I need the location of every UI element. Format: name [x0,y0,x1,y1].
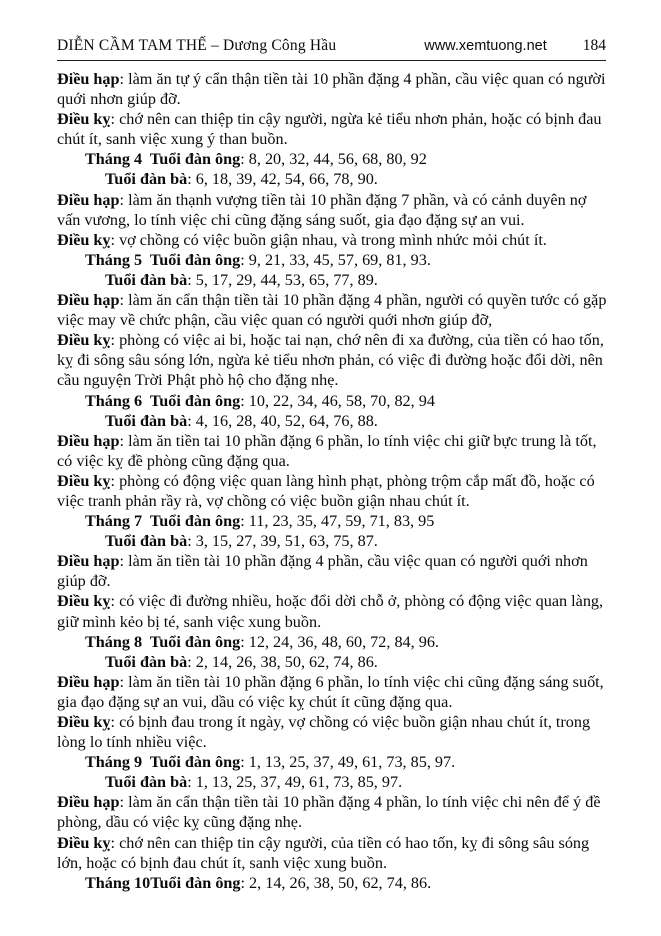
paragraph-label: Tuổi đàn bà [105,270,188,289]
paragraph-label: Điều hạp [57,672,120,691]
entry-paragraph: Điều kỵ: phòng có động việc quan làng hình phạt, phòng trộm cắp mất đồ, hoặc có việc tranh phản rầy rà, vợ chồng có việc buồn giận nhau chút ít. [57,471,595,510]
entry-paragraph: Điều kỵ: vợ chồng có việc buồn giận nhau, và trong mình nhức mỏi chút ít. [57,230,547,249]
paragraph-label: Điều kỵ [57,230,111,249]
month-age-heading: Tháng 6 Tuổi đàn ông: 10, 22, 34, 46, 58, 70, 82, 94 [85,391,435,410]
page-body [57,69,608,893]
paragraph-label: Tháng 8 Tuổi đàn ông [85,632,241,651]
paragraph-label: Điều hạp [57,291,120,310]
paragraph-label: Điều kỵ [57,592,111,611]
paragraph-label: Điều hạp [57,552,120,571]
female-age-line: Tuổi đàn bà: 6, 18, 39, 42, 54, 66, 78, 90. [105,170,378,189]
paragraph-label: Tháng 4 Tuổi đàn ông [85,150,241,169]
female-age-line: Tuổi đàn bà: 5, 17, 29, 44, 53, 65, 77, 89. [105,270,378,289]
paragraph-label: Điều kỵ [57,833,111,852]
paragraph-label: Điều hạp [57,190,120,209]
entry-paragraph: Điều hạp: làm ăn tự ý cẩn thận tiền tài 10 phần đặng 4 phần, cầu việc quan có người quới nhơn giúp đỡ. [57,70,606,109]
paragraph-label: Điều hạp [57,793,120,812]
paragraph-label: Điều kỵ [57,331,111,350]
paragraph-label: Điều hạp [57,70,120,88]
entry-paragraph: Điều hạp: làm ăn thạnh vượng tiền tài 10 phần đặng 7 phần, và có cảnh duyên nợ vấn vương, lo tính việc chi cũng đặng sáng suốt, gia đạo đặng sự an vui. [57,190,587,229]
month-age-heading: Tháng 5 Tuổi đàn ông: 9, 21, 33, 45, 57, 69, 81, 93. [85,250,431,269]
website-url: www.xemtuong.net [424,38,547,54]
paragraph-label: Tháng 9 Tuổi đàn ông [85,753,241,772]
entry-paragraph: Điều hạp: làm ăn tiền tài 10 phần đặng 6 phần, lo tính việc chi cũng đặng sáng suốt, gia đạo đặng sự an vui, dầu có việc kỵ chút ít cũng đặng qua. [57,672,604,711]
month-age-heading: Tháng 4 Tuổi đàn ông: 8, 20, 32, 44, 56, 68, 80, 92 [85,150,427,169]
book-title: DIỄN CẦM TAM THẾ – Dương Công Hầu [57,37,337,54]
paragraph-label: Tuổi đàn bà [105,411,188,430]
paragraph-label: Điều kỵ [57,471,111,490]
entry-paragraph: Điều hạp: làm ăn tiền tai 10 phần đặng 6 phần, lo tính việc chi giữ bực trung là tốt, có việc kỵ đề phòng cũng đặng qua. [57,431,597,470]
paragraph-label: Tuổi đàn bà [105,652,188,671]
female-age-line: Tuổi đàn bà: 2, 14, 26, 38, 50, 62, 74, 86. [105,652,378,671]
paragraph-label: Tháng 7 Tuổi đàn ông [85,512,241,531]
month-age-heading: Tháng 8 Tuổi đàn ông: 12, 24, 36, 48, 60, 72, 84, 96. [85,632,439,651]
month-age-heading: Tháng 7 Tuổi đàn ông: 11, 23, 35, 47, 59, 71, 83, 95 [85,512,435,531]
entry-paragraph: Điều hạp: làm ăn tiền tài 10 phần đặng 4 phần, cầu việc quan có người quới nhơn giúp đỡ. [57,552,588,591]
female-age-line: Tuổi đàn bà: 3, 15, 27, 39, 51, 63, 75, 87. [105,532,378,551]
page-header [57,37,606,55]
entry-paragraph: Điều kỵ: chớ nên can thiệp tin cậy người, của tiền có hao tốn, kỵ đi sông sâu sóng lớn, hoặc có bịnh đau chút ít, sanh việc xung buồn. [57,833,590,872]
entry-paragraph: Điều kỵ: phòng có việc ai bi, hoặc tai nạn, chớ nên đi xa đường, của tiền có hao tốn, kỵ đi sông sâu sóng lớn, ngừa kẻ tiểu nhơn phản, có việc đi đường hoặc đổi dời, nên cầu nguyện Trời Phật phò hộ cho đặng nhẹ. [57,331,604,390]
paragraph-label: Điều kỵ [57,110,111,129]
female-age-line: Tuổi đàn bà: 1, 13, 25, 37, 49, 61, 73, 85, 97. [105,773,403,792]
female-age-line: Tuổi đàn bà: 4, 16, 28, 40, 52, 64, 76, 88. [105,411,378,430]
entry-paragraph: Điều kỵ: có bịnh đau trong ít ngày, vợ chồng có việc buồn giận nhau chút ít, trong lòng lo tính nhiều việc. [57,713,591,752]
paragraph-label: Tuổi đàn bà [105,532,188,551]
page-number: 184 [582,37,606,54]
entry-paragraph: Điều hạp: làm ăn cẩn thận tiền tài 10 phần đặng 4 phần, người có quyền tước có gặp việc may về chức phận, cầu việc quan có người quới nhơn giúp đỡ, [57,291,607,330]
month-age-heading: Tháng 9 Tuổi đàn ông: 1, 13, 25, 37, 49, 61, 73, 85, 97. [85,753,456,772]
month-age-heading: Tháng 10Tuổi đàn ông: 2, 14, 26, 38, 50, 62, 74, 86. [85,873,432,892]
paragraph-label: Tháng 5 Tuổi đàn ông [85,250,241,269]
entry-paragraph: Điều kỵ: có việc đi đường nhiều, hoặc đổi dời chỗ ở, phòng có động việc quan làng, giữ mình kẻo bị té, sanh việc xung buồn. [57,592,604,631]
paragraph-label: Tháng 6 Tuổi đàn ông [85,391,241,410]
header-rule [57,60,606,61]
paragraph-label: Tháng 10Tuổi đàn ông [85,873,241,892]
paragraph-label: Tuổi đàn bà [105,170,188,189]
entry-paragraph: Điều kỵ: chớ nên can thiệp tin cậy người, ngừa kẻ tiểu nhơn phản, hoặc có bịnh đau chút ít, sanh việc xung ý than buồn. [57,110,602,149]
paragraph-label: Điều hạp [57,431,120,450]
entry-paragraph: Điều hạp: làm ăn cẩn thận tiền tài 10 phần đặng 4 phần, lo tính việc chi nên để ý đề phòng, dầu có việc kỵ cũng đặng nhẹ. [57,793,601,832]
paragraph-label: Điều kỵ [57,713,111,731]
paragraph-label: Tuổi đàn bà [105,773,188,792]
